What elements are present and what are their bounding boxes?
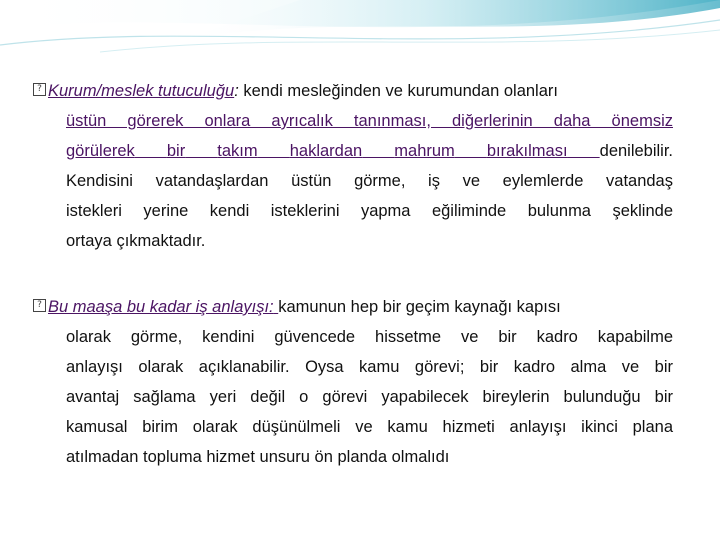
p1-word-end: denilebilir.: [599, 142, 674, 160]
bullet-box-icon: ?: [33, 83, 46, 96]
p1-line2: üstün görerek onlara ayrıcalık tanınması, diğerlerinin daha önemsiz: [66, 112, 673, 130]
bullet-box-icon: ?: [33, 299, 46, 312]
p2-line2: olarak görme, kendini güvencede hissetme ve bir kadro kapabilme: [66, 328, 673, 346]
p1-line4: Kendisini vatandaşlardan üstün görme, iş ve eylemlerde vatandaş: [66, 172, 673, 190]
p1-line6: ortaya çıkmaktadır.: [66, 232, 206, 250]
p1-line3: [66, 140, 673, 162]
term-maasa-bu-kadar-is: Bu maaşa bu kadar iş anlayışı:: [48, 298, 274, 316]
p1-word: görülerek: [66, 142, 135, 160]
header-wave-decoration: [0, 0, 720, 60]
p2-line5: kamusal birim olarak düşünülmeli ve kamu hizmeti anlayışı ikinci plana: [66, 418, 673, 436]
p1-word: bırakılması: [486, 142, 568, 160]
p2-line3: anlayışı olarak açıklanabilir. Oysa kamu görevi; bir kadro alma ve bir: [66, 358, 673, 376]
term-kurum-meslek: Kurum/meslek tutuculuğu: [48, 82, 235, 100]
term-colon: :: [234, 82, 239, 100]
p1-line1-text: kendi mesleğinden ve kurumundan olanları: [238, 82, 558, 100]
p2-line6: atılmadan topluma hizmet unsuru ön planda olmalıdı: [66, 448, 450, 466]
p1-word: takım: [217, 142, 258, 160]
p1-word: bir: [166, 142, 186, 160]
p2-line4: avantaj sağlama yeri değil o görevi yapabilecek bireylerin bulunduğu bir: [66, 388, 673, 406]
p2-line1-text: kamunun hep bir geçim kaynağı kapısı: [278, 298, 561, 316]
p1-line5: istekleri yerine kendi isteklerini yapma eğiliminde bulunma şeklinde: [66, 202, 673, 220]
p1-word: mahrum: [394, 142, 455, 160]
p1-word: haklardan: [289, 142, 363, 160]
